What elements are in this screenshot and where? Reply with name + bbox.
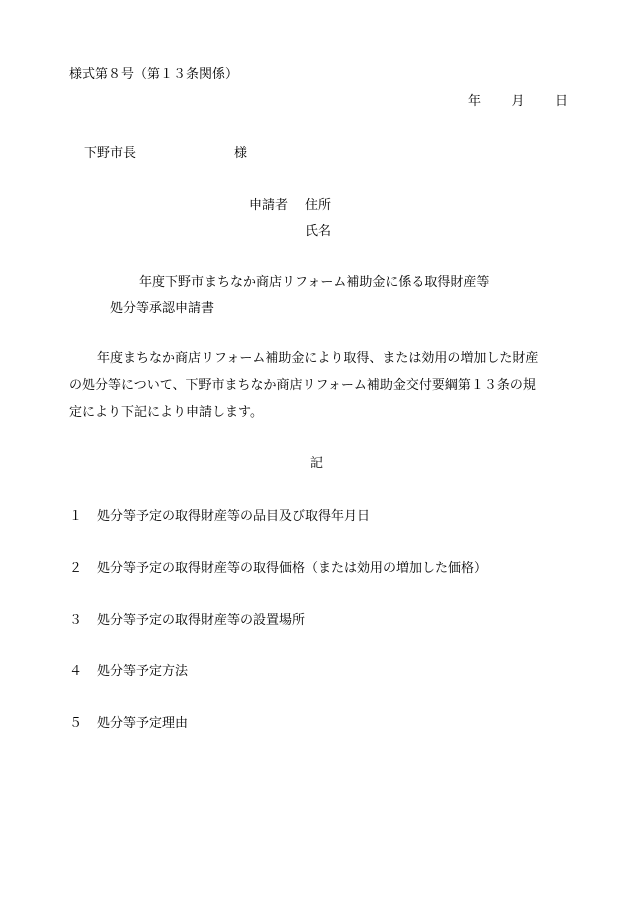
item-number: ４ bbox=[69, 664, 83, 679]
list-item bbox=[69, 614, 305, 627]
date-month-label: 月 bbox=[511, 94, 525, 109]
form-number: 様式第８号（第１３条関係） bbox=[69, 67, 239, 82]
item-text: 処分等予定方法 bbox=[97, 664, 189, 679]
item-text: 処分等予定の取得財産等の取得価格（または効用の増加した価格） bbox=[97, 561, 488, 576]
body-text-line-3: 定により下記により申請します。 bbox=[69, 405, 263, 420]
list-item bbox=[69, 717, 188, 730]
addressee-name: 下野市長 bbox=[84, 146, 137, 161]
item-number: ３ bbox=[69, 613, 83, 628]
item-number: １ bbox=[69, 509, 83, 524]
list-item bbox=[69, 665, 188, 678]
date-line bbox=[468, 95, 568, 108]
list-item bbox=[69, 562, 487, 575]
list-item bbox=[69, 510, 370, 523]
applicant-label: 申請者 bbox=[249, 198, 289, 213]
date-day-label: 日 bbox=[554, 94, 568, 109]
document-title-line-2: 処分等承認申請書 bbox=[110, 301, 215, 316]
addressee-honorific: 様 bbox=[234, 146, 248, 161]
document-title-line-1: 年度下野市まちなか商店リフォーム補助金に係る取得財産等 bbox=[139, 275, 490, 290]
item-text: 処分等予定理由 bbox=[97, 716, 189, 731]
body-text-line-2: の処分等について、下野市まちなか商店リフォーム補助金交付要綱第１３条の規 bbox=[69, 378, 536, 393]
item-number: ２ bbox=[69, 561, 83, 576]
name-label: 氏名 bbox=[305, 224, 332, 239]
ki-heading: 記 bbox=[310, 456, 324, 471]
address-label: 住所 bbox=[305, 198, 332, 213]
body-text-line-1: 年度まちなか商店リフォーム補助金により取得、または効用の増加した財産 bbox=[97, 351, 539, 366]
date-year-label: 年 bbox=[468, 94, 482, 109]
item-text: 処分等予定の取得財産等の設置場所 bbox=[97, 613, 306, 628]
item-number: ５ bbox=[69, 716, 83, 731]
item-text: 処分等予定の取得財産等の品目及び取得年月日 bbox=[97, 509, 371, 524]
